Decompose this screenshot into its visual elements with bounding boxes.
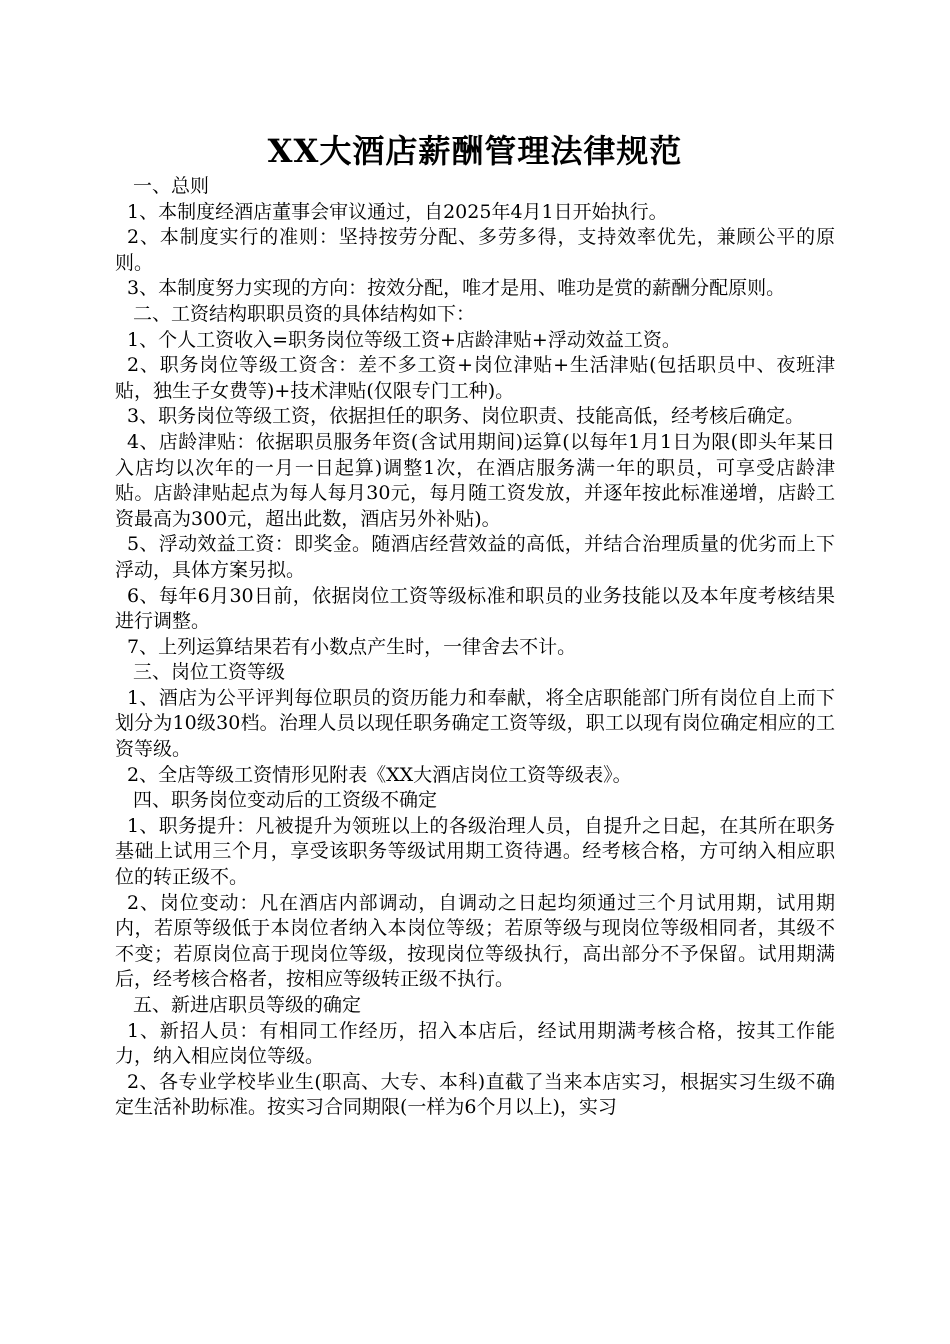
paragraph: 1、新招人员：有相同工作经历，招入本店后，经试用期满考核合格，按其工作能力，纳入相应岗位等级。 [115, 1019, 835, 1068]
paragraph: 5、浮动效益工资：即奖金。随酒店经营效益的高低，并结合治理质量的优劣而上下浮动，具体方案另拟。 [115, 533, 835, 581]
document-page [115, 128, 835, 1121]
paragraph: 2、岗位变动：凡在酒店内部调动，自调动之日起均须通过三个月试用期，试用期内，若原等级低于本岗位者纳入本岗位等级；若原等级与现岗位等级相同者，其级不不变；若原岗位高于现岗位等级，按现岗位等级执行，高出部分不予保留。试用期满后，经考核合格者，按相应等级转正级不执行。 [115, 891, 835, 991]
paragraph: 2、全店等级工资情形见附表《XX大酒店岗位工资等级表》。 [127, 763, 632, 786]
document-title: XX大酒店薪酬管理法律规范 [267, 132, 683, 170]
section-heading: 二、工资结构职职员资的具体结构如下： [133, 302, 476, 325]
section-heading: 一、总则 [133, 175, 210, 197]
paragraph: 2、本制度实行的准则：坚持按劳分配、多劳多得，支持效率优先，兼顾公平的原则。 [115, 226, 835, 274]
section-heading: 五、新进店职员等级的确定 [133, 994, 362, 1016]
paragraph: 1、个人工资收入=职务岗位等级工资+店龄津贴+浮动效益工资。 [127, 328, 681, 351]
document-body [115, 174, 835, 1121]
section-heading: 四、职务岗位变动后的工资级不确定 [133, 789, 438, 812]
paragraph: 3、职务岗位等级工资，依据担任的职务、岗位职责、技能高低，经考核后确定。 [127, 405, 805, 428]
paragraph: 4、店龄津贴：依据职员服务年资(含试用期间)运算(以每年1月1日为限(即头年某日入店均以次年的一月一日起算)调整1次，在酒店服务满一年的职员，可享受店龄津贴。店龄津贴起点为每人每月30元，每月随工资发放，并逐年按此标准递增，店龄工资最高为300元，超出此数，酒店另外补贴)。 [115, 430, 835, 530]
paragraph: 3、本制度努力实现的方向：按效分配，唯才是用、唯功是赏的薪酬分配原则。 [127, 277, 786, 300]
paragraph: 2、各专业学校毕业生(职高、大专、本科)直截了当来本店实习，根据实习生级不确定生活补助标准。按实习合同期限(一样为6个月以上)，实习 [115, 1070, 835, 1119]
paragraph: 6、每年6月30日前，依据岗位工资等级标准和职员的业务技能以及本年度考核结果进行调整。 [115, 584, 835, 633]
paragraph: 2、职务岗位等级工资含：差不多工资+岗位津贴+生活津贴(包括职员中、夜班津贴，独生子女费等)+技术津贴(仅限专门工种)。 [115, 354, 835, 402]
paragraph: 1、本制度经酒店董事会审议通过，自2025年4月1日开始执行。 [127, 200, 668, 223]
paragraph: 7、上列运算结果若有小数点产生时，一律舍去不计。 [127, 635, 577, 658]
section-heading: 三、岗位工资等级 [133, 661, 286, 684]
paragraph: 1、职务提升：凡被提升为领班以上的各级治理人员，自提升之日起，在其所在职务基础上试用三个月，享受该职务等级试用期工资待遇。经考核合格，方可纳入相应职位的转正级不。 [115, 814, 835, 889]
paragraph: 1、酒店为公平评判每位职员的资历能力和奉献，将全店职能部门所有岗位自上而下划分为10级30档。治理人员以现任职务确定工资等级，职工以现有岗位确定相应的工资等级。 [115, 686, 835, 761]
